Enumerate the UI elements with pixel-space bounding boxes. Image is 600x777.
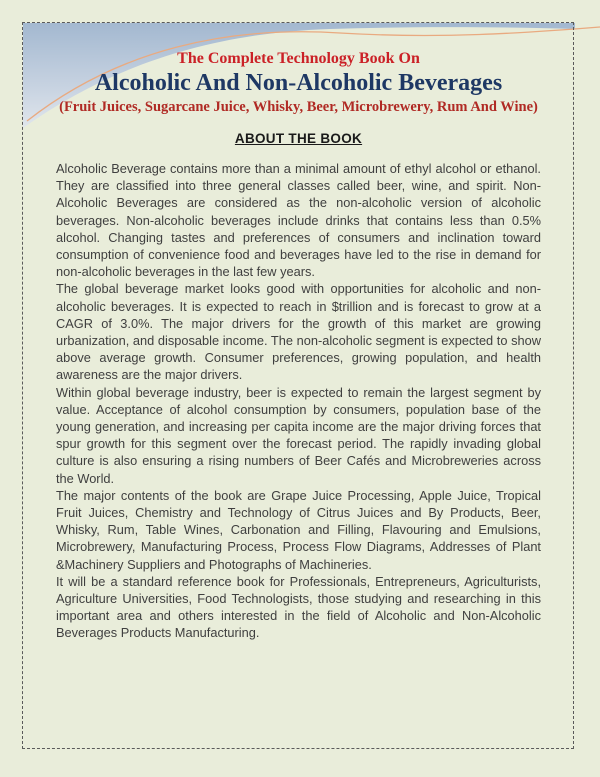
paragraph: Alcoholic Beverage contains more than a minimal amount of ethyl alcohol or ethanol. They are classified into three general classes called beer, wine, and spirit. Non-Alcoholic Beverages are considered as the non-alcoholic version of alcoholic beverages. Non-alcoholic beverages include drinks that contains less than 0.5% alcohol. Changing tastes and preferences of consumers and inclination toward consumption of convenience food and beverages have led to the rise in demand for non-alcoholic beverages in the last few years. bbox=[56, 161, 541, 280]
paragraph: It will be a standard reference book for Professionals, Entrepreneurs, Agriculturists, Agriculture Universities, Food Technologists, those studying and researching in this important area and others interested in the field of Alcoholic and Non-Alcoholic Beverages Products Manufacturing. bbox=[56, 573, 541, 641]
page-content bbox=[22, 22, 575, 642]
book-title: Alcoholic And Non-Alcoholic Beverages bbox=[94, 70, 503, 96]
book-kicker: The Complete Technology Book On bbox=[177, 50, 420, 67]
section-heading-about-the-book: ABOUT THE BOOK bbox=[234, 131, 363, 146]
book-subtitle: (Fruit Juices, Sugarcane Juice, Whisky, Beer, Microbrewery, Rum And Wine) bbox=[59, 99, 538, 115]
paragraph: Within global beverage industry, beer is expected to remain the largest segment by value. Acceptance of alcohol consumption by consumers, population base of the young generation, and increasing per capita income are the major driving forces that spur growth for this segment over the forecast period. The rapidly invading global culture is also ensuring a rising numbers of Beer Cafés and Microbreweries across the World. bbox=[56, 384, 541, 486]
paragraph: The major contents of the book are Grape Juice Processing, Apple Juice, Tropical Fruit Juices, Chemistry and Technology of Citrus Juices and By Products, Beer, Whisky, Rum, Table Wines, Carbonation and Filling, Flavouring and Emulsions, Microbrewery, Manufacturing Process, Process Flow Diagrams, Addresses of Plant &Machinery Suppliers and Photographs of Machineries. bbox=[56, 487, 541, 572]
paragraph: The global beverage market looks good with opportunities for alcoholic and non-alcoholic beverages. It is expected to reach in $trillion and is forecast to grow at a CAGR of 3.0%. The major drivers for the growth of this market are growing urbanization, and disposable income. The non-alcoholic segment is expected to show above average growth. Consumer preferences, growing population, and health awareness are the major drivers. bbox=[56, 281, 541, 383]
about-text-block bbox=[56, 160, 541, 642]
